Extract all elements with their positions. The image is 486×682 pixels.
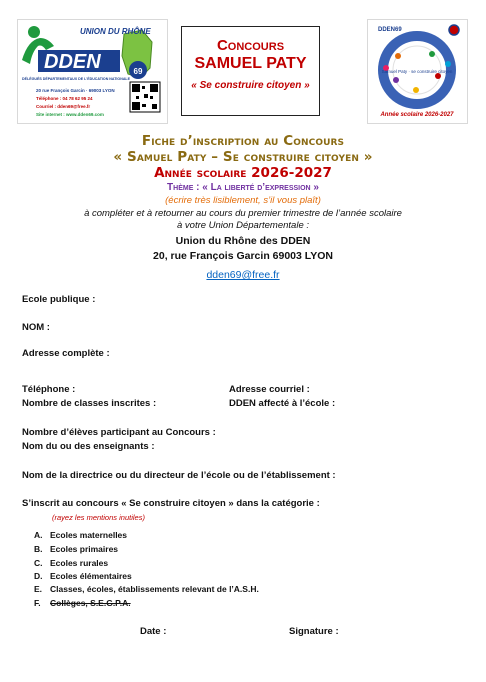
svg-text:UNION DU RHÔNE: UNION DU RHÔNE <box>80 27 151 36</box>
category-item: D. Ecoles élémentaires <box>34 571 132 581</box>
adresse-label: Adresse complète : <box>22 348 110 359</box>
nb-eleves-label: Nombre d’élèves participant au Concours : <box>22 427 216 438</box>
inscrit-label: S’inscrit au concours « Se construire citoyen » dans la catégorie : <box>22 498 320 509</box>
directeur-label: Nom de la directrice ou du directeur de l’école ou de l’établissement : <box>22 470 336 481</box>
nom-label: NOM : <box>22 322 50 333</box>
courriel-label: Adresse courriel : <box>229 384 310 395</box>
samuel-paty-emblem <box>368 20 467 123</box>
union-instruction: à votre Union Départementale : <box>176 220 310 231</box>
category-item: A. Ecoles maternelles <box>34 530 128 540</box>
svg-text:20 rue François Garcin · 69003: 20 rue François Garcin · 69003 LYON <box>36 88 115 93</box>
svg-text:DDEN: DDEN <box>44 51 101 73</box>
completer-instruction: à compléter et à retourner au cours du premier trimestre de l’année scolaire <box>84 208 402 219</box>
category-item: E. Classes, écoles, établissements relevant de l’A.S.H. <box>34 584 259 594</box>
email-link[interactable]: dden69@free.fr <box>206 269 280 281</box>
svg-text:Samuel Paty · se construire ci: Samuel Paty · se construire citoyen <box>381 69 453 74</box>
svg-text:Téléphone : 04 78 62 95 24: Téléphone : 04 78 62 95 24 <box>36 96 93 101</box>
category-item-struck: F. Collèges, S.E.G.P.A. <box>34 598 131 608</box>
annee-scolaire: Année scolaire 2026-2027 <box>154 165 332 181</box>
samuel-paty-logo-right <box>367 19 468 124</box>
telephone-label: Téléphone : <box>22 384 76 395</box>
svg-text:69: 69 <box>133 67 143 76</box>
nb-classes-label: Nombre de classes inscrites : <box>22 398 157 409</box>
category-item: C. Ecoles rurales <box>34 558 109 568</box>
address-line2: 20, rue François Garcin 69003 LYON <box>153 250 333 262</box>
email-link-row <box>0 265 486 283</box>
concours-title-box <box>181 26 320 116</box>
ecole-publique-label: Ecole publique : <box>22 294 96 305</box>
address-line1: Union du Rhône des DDEN <box>175 235 311 247</box>
svg-text:Année scolaire 2026-2027: Année scolaire 2026-2027 <box>380 112 454 118</box>
concours-label: Concours <box>216 37 285 54</box>
samuel-paty-label: SAMUEL PATY <box>194 55 307 72</box>
svg-text:DDEN69: DDEN69 <box>378 27 402 33</box>
category-item: B. Ecoles primaires <box>34 544 119 554</box>
signature-label: Signature : <box>289 626 339 637</box>
dden-affecte-label: DDEN affecté à l’école : <box>229 398 336 409</box>
svg-text:Courriel : dden69@free.fr: Courriel : dden69@free.fr <box>36 104 91 109</box>
enseignants-label: Nom du ou des enseignants : <box>22 441 155 452</box>
ecrire-lisiblement: (écrire très lisiblement, s’il vous plaît) <box>165 195 321 206</box>
theme-line: Thème : « La liberté d’expression » <box>167 182 319 193</box>
fiche-title-line2: « Samuel Paty – Se construire citoyen » <box>113 149 373 165</box>
qr-code-icon <box>130 82 160 112</box>
rayez-note: (rayez les mentions inutiles) <box>52 513 145 522</box>
date-label: Date : <box>140 626 167 637</box>
fiche-title-line1: Fiche d’inscription au Concours <box>141 133 345 149</box>
se-construire-label: « Se construire citoyen » <box>191 80 310 91</box>
svg-text:DÉLÉGUÉS DÉPARTEMENTAUX DE L'É: DÉLÉGUÉS DÉPARTEMENTAUX DE L'ÉDUCATION NATIONALE <box>22 77 131 81</box>
dden-logo-left <box>17 19 168 124</box>
svg-text:Site internet : www.dden69.com: Site internet : www.dden69.com <box>36 112 104 117</box>
dden-logo-graphic <box>18 20 167 123</box>
